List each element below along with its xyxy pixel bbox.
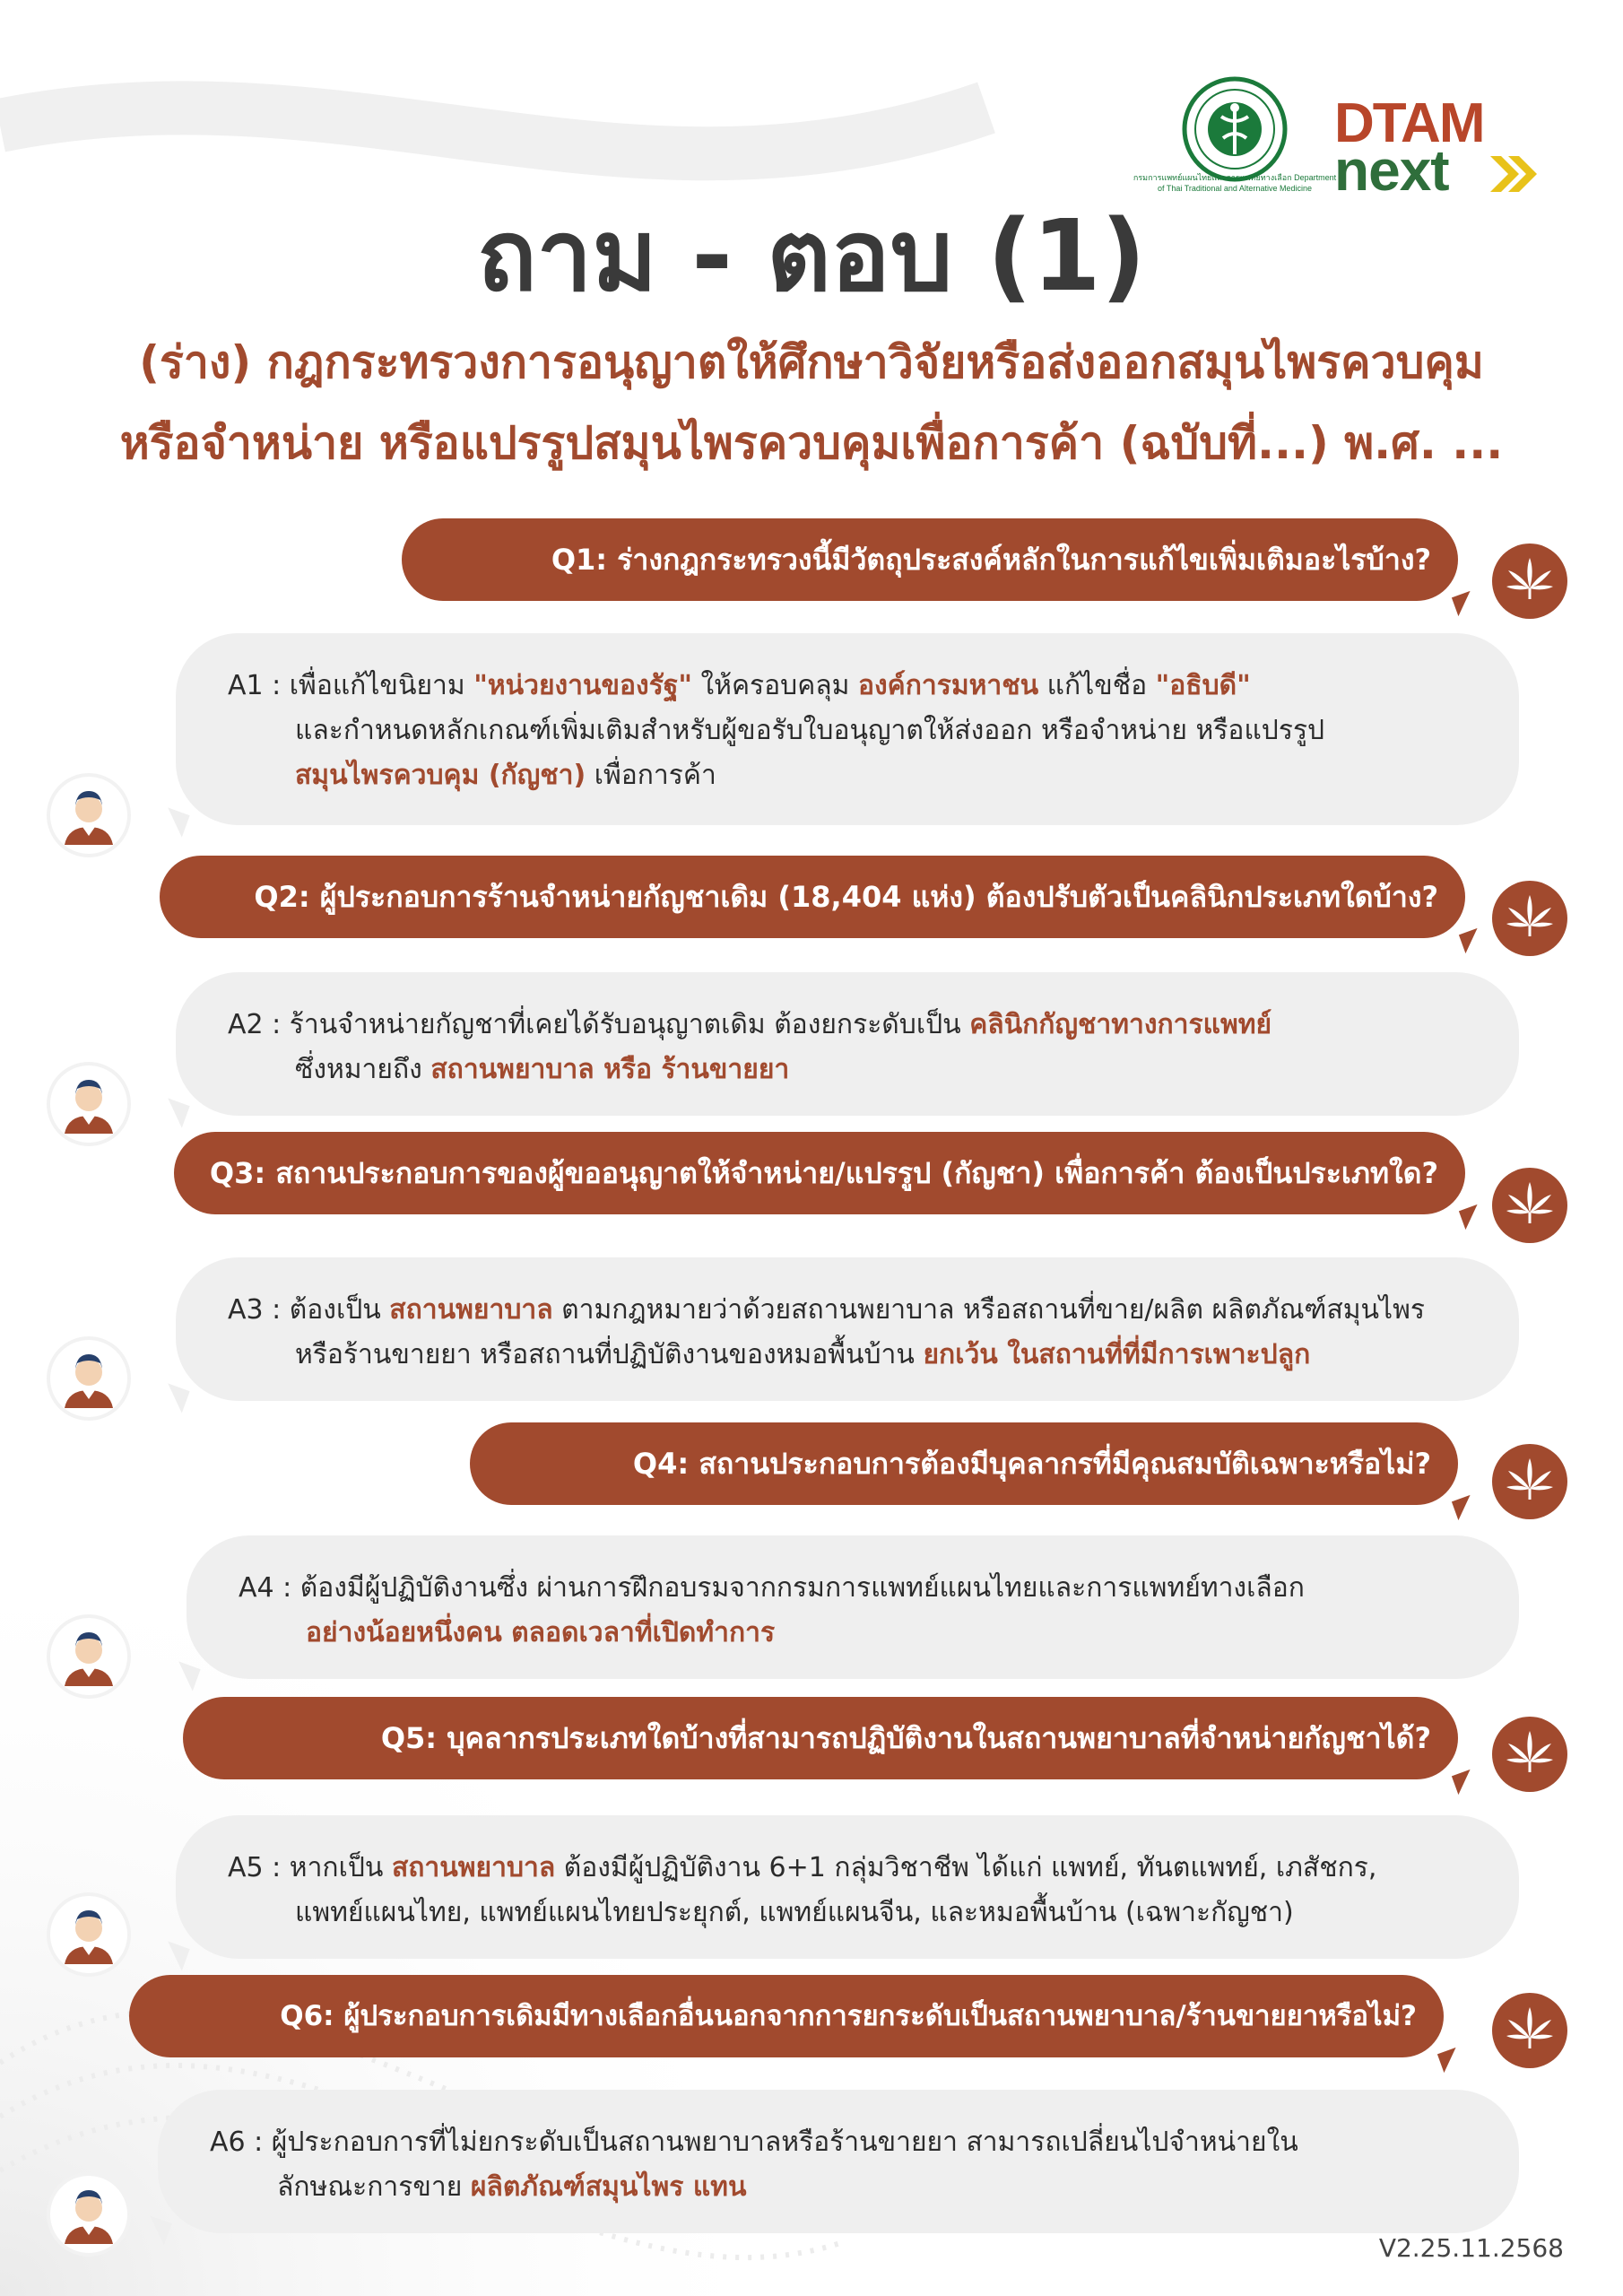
answer-label: A1 :	[228, 670, 290, 701]
question-bubble-5	[183, 1697, 1458, 1779]
person-avatar-icon	[50, 1065, 127, 1143]
answer-bubble-4	[187, 1535, 1519, 1679]
cannabis-leaf-icon	[1492, 1717, 1567, 1792]
answer-line	[239, 1611, 1483, 1656]
cannabis-leaf-icon	[1492, 881, 1567, 956]
cannabis-leaf-icon	[1492, 1444, 1567, 1519]
answer-text: ผู้ประกอบการที่ไม่ยกระดับเป็นสถานพยาบาลหรือร้านขายยา สามารถเปลี่ยนไปจำหน่ายใน	[271, 2126, 1298, 2158]
question-text: Q1: ร่างกฎกระทรวงนี้มีวัตถุประสงค์หลักในการแก้ไขเพิ่มเติมอะไรบ้าง?	[551, 543, 1431, 577]
answer-line	[210, 2165, 1483, 2210]
answer-highlight: สมุนไพรควบคุม (กัญชา)	[295, 760, 586, 791]
question-bubble-6	[129, 1975, 1444, 2057]
answer-line	[228, 1891, 1483, 1935]
question-text: Q4: สถานประกอบการต้องมีบุคลากรที่มีคุณสมบัติเฉพาะหรือไม่?	[632, 1447, 1431, 1481]
answer-bubble-5	[176, 1815, 1519, 1959]
answer-line	[210, 2120, 1483, 2165]
answer-highlight: สถานพยาบาล หรือ ร้านขายยา	[430, 1054, 790, 1085]
answer-label: A2 :	[228, 1009, 290, 1040]
brand-bottom-text: next	[1334, 138, 1449, 203]
answer-line	[228, 1048, 1483, 1092]
question-text: Q6: ผู้ประกอบการเดิมมีทางเลือกอื่นนอกจากการยกระดับเป็นสถานพยาบาล/ร้านขายยาหรือไม่?	[280, 2000, 1417, 2032]
question-bubble-3	[174, 1132, 1465, 1214]
version-label: V2.25.11.2568	[1378, 2233, 1564, 2263]
answer-bubble-2	[176, 972, 1519, 1116]
question-bubble-1	[402, 518, 1458, 601]
page-title: ถาม - ตอบ (1)	[477, 198, 1146, 313]
answer-highlight: ยกเว้น ในสถานที่ที่มีการเพาะปลูก	[923, 1339, 1311, 1370]
answer-text: ซึ่งหมายถึง	[295, 1054, 431, 1085]
answer-label: A4 :	[239, 1572, 300, 1604]
cannabis-leaf-icon	[1492, 544, 1567, 619]
answer-line	[228, 664, 1483, 709]
question-text: Q5: บุคลากรประเภทใดบ้างที่สามารถปฏิบัติงานในสถานพยาบาลที่จำหน่ายกัญชาได้?	[380, 1721, 1431, 1755]
seal-caption: กรมการแพทย์แผนไทยและการแพทย์ทางเลือก Department of Thai Traditional and Alternative Medicine	[1133, 173, 1337, 193]
answer-line	[228, 1846, 1483, 1891]
person-avatar-icon	[50, 1340, 127, 1417]
cannabis-leaf-icon	[1492, 1168, 1567, 1243]
answer-text: ต้องเป็น	[289, 1294, 390, 1326]
answer-bubble-3	[176, 1257, 1519, 1401]
answer-highlight: สถานพยาบาล	[391, 1852, 556, 1883]
answer-highlight: ผลิตภัณฑ์สมุนไพร แทน	[470, 2171, 747, 2203]
answer-text: ลักษณะการขาย	[277, 2171, 471, 2203]
answer-text: ตามกฎหมายว่าด้วยสถานพยาบาล หรือสถานที่ขาย/ผลิต ผลิตภัณฑ์สมุนไพร	[552, 1294, 1426, 1326]
person-avatar-icon	[50, 2176, 127, 2253]
answer-text: หากเป็น	[289, 1852, 392, 1883]
answer-text: เพื่อการค้า	[586, 760, 716, 791]
answer-text: หรือร้านขายยา หรือสถานที่ปฏิบัติงานของหมอพื้นบ้าน	[295, 1339, 924, 1370]
answer-bubble-6	[158, 2090, 1519, 2233]
answer-text: เพื่อแก้ไขนิยาม	[289, 670, 474, 701]
person-avatar-icon	[50, 1896, 127, 1973]
answer-line: และกำหนดหลักเกณฑ์เพิ่มเติมสำหรับผู้ขอรับใบอนุญาตให้ส่งออก หรือจำหน่าย หรือแปรรูป	[295, 715, 1325, 746]
answer-text: ต้องมีผู้ปฏิบัติงานซึ่ง ผ่านการฝึกอบรมจากกรมการแพทย์แผนไทยและการแพทย์ทางเลือก	[299, 1572, 1305, 1604]
answer-highlight: คลินิกกัญชาทางการแพทย์	[969, 1009, 1272, 1040]
answer-bubble-1	[176, 633, 1519, 825]
answer-label: A6 :	[210, 2126, 272, 2158]
answer-line	[228, 1288, 1483, 1333]
subtitle-line-2: หรือจำหน่าย หรือแปรรูปสมุนไพรควบคุมเพื่อการค้า (ฉบับที่...) พ.ศ. ...	[119, 417, 1504, 469]
cannabis-leaf-icon	[1492, 1993, 1567, 2068]
answer-text: ให้ครอบคลุม	[692, 670, 858, 701]
person-avatar-icon	[50, 777, 127, 854]
answer-line	[228, 1003, 1483, 1048]
answer-text: แก้ไขชื่อ	[1038, 670, 1156, 701]
answer-label: A3 :	[228, 1294, 290, 1326]
answer-highlight: สถานพยาบาล	[389, 1294, 553, 1326]
answer-line	[239, 1566, 1483, 1611]
dtam-next-logo	[1334, 92, 1541, 203]
subtitle-line-1: (ร่าง) กฎกระทรวงการอนุญาตให้ศึกษาวิจัยหรือส่งออกสมุนไพรควบคุม	[139, 336, 1484, 388]
answer-label: A5 :	[228, 1852, 290, 1883]
question-text: Q3: สถานประกอบการของผู้ขออนุญาตให้จำหน่าย/แปรรูป (กัญชา) เพื่อการค้า ต้องเป็นประเภทใด?	[209, 1156, 1438, 1190]
answer-text: ร้านจำหน่ายกัญชาที่เคยได้รับอนุญาตเดิม ต้องยกระดับเป็น	[289, 1009, 970, 1040]
answer-line	[228, 1333, 1483, 1378]
answer-highlight: อย่างน้อยหนึ่งคน ตลอดเวลาที่เปิดทำการ	[306, 1617, 776, 1648]
brand-top-text: DTAM	[1334, 92, 1484, 154]
question-bubble-2	[160, 856, 1465, 938]
answer-text: แพทย์แผนไทย, แพทย์แผนไทยประยุกต์, แพทย์แผนจีน, และหมอพื้นบ้าน (เฉพาะกัญชา)	[295, 1897, 1294, 1928]
person-avatar-icon	[50, 1618, 127, 1695]
question-bubble-4	[470, 1422, 1458, 1505]
answer-line	[228, 753, 1483, 798]
answer-text: ต้องมีผู้ปฏิบัติงาน 6+1 กลุ่มวิชาชีพ ได้แก่ แพทย์, ทันตแพทย์, เภสัชกร,	[555, 1852, 1377, 1883]
answer-highlight: องค์การมหาชน	[857, 670, 1039, 701]
question-text: Q2: ผู้ประกอบการร้านจำหน่ายกัญชาเดิม (18,404 แห่ง) ต้องปรับตัวเป็นคลินิกประเภทใดบ้าง?	[254, 880, 1438, 914]
answer-highlight: "อธิบดี"	[1155, 670, 1251, 701]
answer-highlight: "หน่วยงานของรัฐ"	[473, 670, 692, 701]
